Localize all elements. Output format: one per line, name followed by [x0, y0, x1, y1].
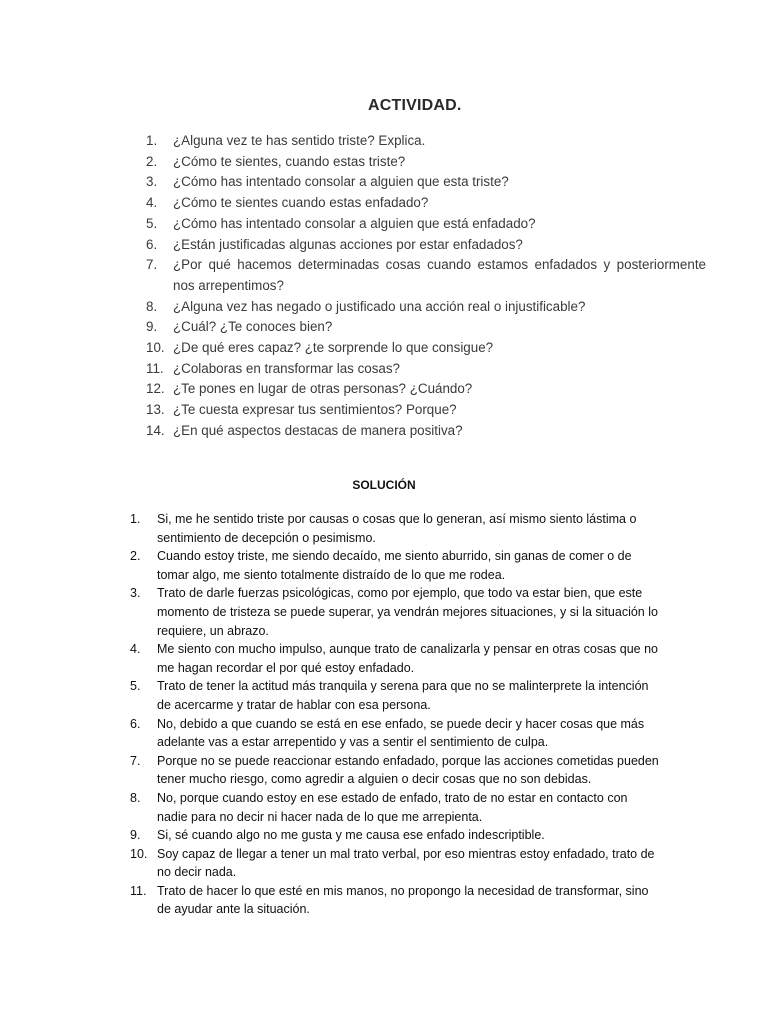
- question-item: [146, 255, 706, 296]
- question-item: [146, 317, 706, 338]
- question-list: [146, 131, 706, 442]
- question-number: 10.: [146, 340, 165, 356]
- answer-text: Trato de darle fuerzas psicológicas, como por ejemplo, que todo va estar bien, que este momento de tristeza se puede superar, ya vendrán mejores situaciones, y si la situación lo requiere, un abrazo.: [157, 586, 658, 638]
- question-text: ¿Te pones en lugar de otras personas? ¿Cuándo?: [173, 381, 473, 397]
- question-number: 12.: [146, 381, 165, 397]
- question-text: ¿Están justificadas algunas acciones por estar enfadados?: [173, 236, 523, 252]
- answer-text: Trato de tener la actitud más tranquila y serena para que no se malinterprete la intención de acercarme y tratar de hablar con esa persona.: [157, 679, 649, 712]
- answer-number: 7.: [130, 753, 141, 768]
- question-number: 14.: [146, 422, 165, 438]
- question-number: 5.: [146, 215, 158, 231]
- question-number: 8.: [146, 298, 158, 314]
- answer-item: [130, 677, 660, 714]
- question-text: ¿Por qué hacemos determinadas cosas cuando estamos enfadados y posteriormente nos arrepentimos?: [173, 257, 706, 293]
- answer-number: 4.: [130, 642, 141, 657]
- question-item: [146, 152, 706, 173]
- answer-item: [130, 789, 660, 826]
- question-item: [146, 400, 706, 421]
- question-number: 6.: [146, 236, 158, 252]
- answer-number: 1.: [130, 512, 141, 526]
- answer-item: [130, 882, 660, 919]
- answer-text: Cuando estoy triste, me siendo decaído, me siento aburrido, sin ganas de comer o de tomar algo, me siento totalmente distraído de lo que me rodea.: [157, 549, 632, 582]
- question-item: [146, 235, 706, 256]
- question-item: [146, 172, 706, 193]
- answer-text: No, porque cuando estoy en ese estado de enfado, trato de no estar en contacto con nadie para no decir ni hacer nada de lo que me arrepienta.: [157, 790, 628, 824]
- answer-text: Si, sé cuando algo no me gusta y me causa ese enfado indescriptible.: [157, 828, 545, 843]
- answer-number: 5.: [130, 679, 141, 694]
- question-number: 7.: [146, 257, 158, 273]
- question-text: ¿Cómo has intentado consolar a alguien que está enfadado?: [173, 215, 536, 231]
- answer-number: 3.: [130, 586, 141, 601]
- answer-item: [130, 845, 660, 882]
- question-number: 1.: [146, 133, 158, 148]
- question-item: [146, 379, 706, 400]
- question-number: 11.: [146, 360, 164, 376]
- answer-number: 2.: [130, 549, 141, 564]
- question-item: [146, 338, 706, 359]
- answer-number: 9.: [130, 828, 141, 843]
- answer-item: [130, 510, 660, 547]
- answer-text: No, debido a que cuando se está en ese enfado, se puede decir y hacer cosas que más adelante vas a estar arrepentido y vas a sentir el sentimiento de culpa.: [157, 716, 645, 750]
- question-number: 9.: [146, 319, 158, 335]
- question-number: 4.: [146, 195, 158, 211]
- question-number: 3.: [146, 174, 158, 190]
- question-text: ¿Alguna vez te has sentido triste? Explica.: [173, 133, 426, 148]
- question-item: [146, 193, 706, 214]
- answer-text: Soy capaz de llegar a tener un mal trato verbal, por eso mientras estoy enfadado, trato de no decir nada.: [157, 846, 655, 880]
- answer-text: Trato de hacer lo que esté en mis manos, no propongo la necesidad de transformar, sino de ayudar ante la situación.: [157, 883, 649, 917]
- answer-item: [130, 640, 660, 677]
- question-item: [146, 421, 706, 442]
- answer-text: Me siento con mucho impulso, aunque trato de canalizarla y pensar en otras cosas que no me hagan recordar el por qué estoy enfadado.: [157, 642, 658, 675]
- question-text: ¿Cómo te sientes cuando estas enfadado?: [173, 195, 429, 211]
- question-text: ¿Cómo has intentado consolar a alguien que esta triste?: [173, 174, 509, 190]
- question-number: 2.: [146, 153, 158, 169]
- question-text: ¿Cuál? ¿Te conoces bien?: [173, 319, 333, 335]
- answer-item: [130, 715, 660, 752]
- question-text: ¿En qué aspectos destacas de manera positiva?: [173, 422, 463, 438]
- question-number: 13.: [146, 402, 165, 418]
- answer-text: Si, me he sentido triste por causas o cosas que lo generan, así mismo siento lástima o sentimiento de decepción o pesimismo.: [157, 512, 637, 545]
- question-item: [146, 359, 706, 380]
- question-text: ¿Cómo te sientes, cuando estas triste?: [173, 153, 406, 169]
- question-text: ¿Te cuesta expresar tus sentimientos? Porque?: [173, 402, 457, 418]
- question-text: ¿Alguna vez has negado o justificado una acción real o injustificable?: [173, 298, 586, 314]
- question-item: [146, 214, 706, 235]
- question-text: ¿De qué eres capaz? ¿te sorprende lo que consigue?: [173, 340, 494, 356]
- answer-number: 6.: [130, 716, 141, 731]
- answer-item: [130, 584, 660, 640]
- answer-text: Porque no se puede reaccionar estando enfadado, porque las acciones cometidas pueden tener mucho riesgo, como agredir a alguien o decir cosas que no son debidas.: [157, 753, 659, 787]
- question-item: [146, 131, 706, 152]
- answer-number: 10.: [130, 846, 148, 861]
- answer-list: [130, 510, 660, 919]
- answer-item: [130, 752, 660, 789]
- answer-number: 11.: [130, 883, 147, 898]
- answer-item: [130, 547, 660, 584]
- activity-title: ACTIVIDAD.: [368, 97, 462, 114]
- answer-number: 8.: [130, 790, 141, 805]
- answer-item: [130, 826, 660, 845]
- question-item: [146, 297, 706, 318]
- question-text: ¿Colaboras en transformar las cosas?: [173, 360, 400, 376]
- solution-title: SOLUCIÓN: [352, 478, 416, 492]
